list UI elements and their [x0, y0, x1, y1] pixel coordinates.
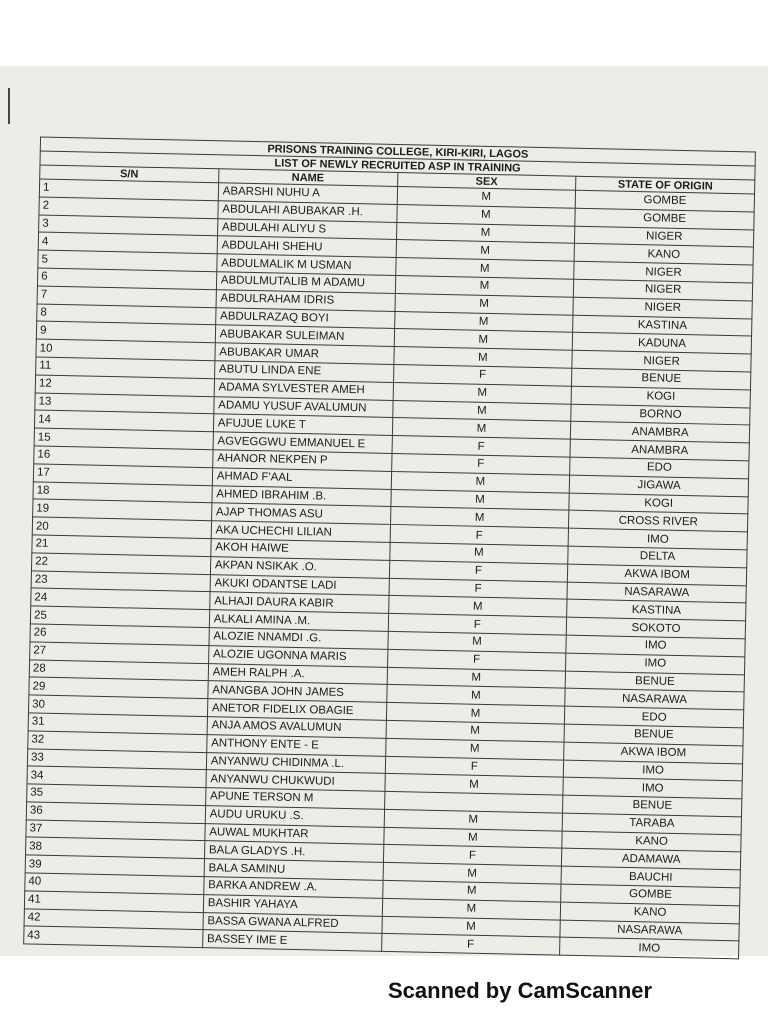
row-name: BASHIR YAHAYA: [203, 894, 382, 916]
row-sn: 3: [39, 215, 218, 237]
row-name: ABUBAKAR UMAR: [215, 343, 394, 365]
row-name: ANTHONY ENTE - E: [206, 734, 385, 756]
row-state: IMO: [566, 635, 745, 657]
row-sex: F: [383, 845, 562, 867]
row-state: NIGER: [575, 226, 754, 248]
row-name: ABDULMUTALIB M ADAMU: [216, 272, 395, 294]
row-name: AKPAN NSIKAK .O.: [210, 556, 389, 578]
column-header-state: STATE OF ORIGIN: [576, 176, 755, 194]
row-sex: M: [389, 542, 568, 564]
row-name: BALA GLADYS .H.: [204, 841, 383, 863]
row-state: BAUCHI: [561, 866, 740, 888]
row-sn: 25: [30, 606, 209, 628]
row-sex: F: [391, 453, 570, 475]
row-name: AKA UCHECHI LILIAN: [211, 521, 390, 543]
row-state: IMO: [566, 653, 745, 675]
row-state: IMO: [560, 938, 739, 960]
row-sex: M: [391, 471, 570, 493]
row-sex: M: [394, 329, 573, 351]
row-sn: 29: [29, 677, 208, 699]
row-sn: 33: [27, 748, 206, 770]
column-header-sn: S/N: [40, 165, 219, 183]
row-state: EDO: [565, 706, 744, 728]
row-sn: 28: [29, 659, 208, 681]
row-state: NASARAWA: [567, 582, 746, 604]
row-sex: M: [393, 382, 572, 404]
row-state: BENUE: [565, 671, 744, 693]
document-subtitle: LIST OF NEWLY RECRUITED ASP IN TRAINING: [40, 151, 755, 180]
row-sex: F: [389, 578, 568, 600]
row-sn: 35: [27, 784, 206, 806]
row-sn: 5: [38, 250, 217, 272]
row-state: BENUE: [564, 724, 743, 746]
row-sn: 9: [36, 321, 215, 343]
row-state: EDO: [570, 457, 749, 479]
row-sn: 24: [31, 588, 210, 610]
row-state: BENUE: [563, 795, 742, 817]
row-state: GOMBE: [561, 884, 740, 906]
row-name: AJAP THOMAS ASU: [211, 503, 390, 525]
row-state: IMO: [568, 528, 747, 550]
row-sn: 17: [33, 464, 212, 486]
row-name: ABUBAKAR SULEIMAN: [215, 325, 394, 347]
row-name: ANANGBA JOHN JAMES: [208, 681, 387, 703]
row-state: TARABA: [562, 813, 741, 835]
row-name: ALOZIE NNAMDI .G.: [209, 628, 388, 650]
row-sex: M: [387, 631, 566, 653]
row-name: AHMAD F'AAL: [212, 467, 391, 489]
row-sn: 27: [30, 642, 209, 664]
row-sex: M: [396, 240, 575, 262]
row-sex: F: [393, 364, 572, 386]
row-sn: 31: [28, 713, 207, 735]
row-sex: M: [386, 702, 565, 724]
row-state: IMO: [564, 760, 743, 782]
row-state: ANAMBRA: [570, 439, 749, 461]
row-name: ABARSHI NUHU A: [218, 183, 397, 205]
row-sex: M: [395, 258, 574, 280]
row-state: KANO: [574, 244, 753, 266]
row-sex: M: [384, 809, 563, 831]
row-state: CROSS RIVER: [569, 511, 748, 533]
row-name: ADAMU YUSUF AVALUMUN: [214, 396, 393, 418]
row-sn: 39: [25, 855, 204, 877]
row-name: BARKA ANDREW .A.: [203, 877, 382, 899]
row-state: NIGER: [573, 297, 752, 319]
row-sex: F: [381, 934, 560, 956]
row-state: DELTA: [568, 546, 747, 568]
row-sn: 4: [38, 232, 217, 254]
row-name: ALKALI AMINA .M.: [209, 610, 388, 632]
row-sn: 14: [34, 410, 213, 432]
row-sex: M: [383, 863, 562, 885]
row-sex: M: [396, 204, 575, 226]
row-name: ALHAJI DAURA KABIR: [209, 592, 388, 614]
row-name: AHMED IBRAHIM .B.: [212, 485, 391, 507]
row-state: SOKOTO: [567, 617, 746, 639]
row-name: ABDULRAHAM IDRIS: [216, 290, 395, 312]
row-state: NASARAWA: [565, 688, 744, 710]
row-sn: 23: [31, 570, 210, 592]
row-state: KASTINA: [567, 599, 746, 621]
row-name: ANYANWU CHUKWUDI: [206, 770, 385, 792]
row-sex: M: [395, 275, 574, 297]
row-sex: F: [385, 756, 564, 778]
row-sn: 20: [32, 517, 211, 539]
row-sex: M: [390, 507, 569, 529]
row-sn: 8: [37, 304, 216, 326]
row-name: BASSEY IME E: [202, 930, 381, 952]
row-sex: M: [392, 400, 571, 422]
row-sex: M: [386, 720, 565, 742]
row-sex: M: [396, 222, 575, 244]
row-sn: 26: [30, 624, 209, 646]
row-sex: M: [382, 898, 561, 920]
row-name: AFUJUE LUKE T: [213, 414, 392, 436]
row-state: KANO: [561, 902, 740, 924]
row-sn: 36: [26, 802, 205, 824]
row-sn: 19: [33, 499, 212, 521]
row-sex: F: [392, 436, 571, 458]
row-sex: M: [388, 596, 567, 618]
row-state: IMO: [563, 777, 742, 799]
row-name: BASSA GWANA ALFRED: [203, 912, 382, 934]
row-sn: 43: [24, 926, 203, 948]
row-state: KANO: [562, 831, 741, 853]
row-name: AHANOR NEKPEN P: [212, 450, 391, 472]
row-sn: 30: [29, 695, 208, 717]
row-name: ABDULMALIK M USMAN: [217, 254, 396, 276]
row-state: GOMBE: [575, 190, 754, 212]
row-name: BALA SAMINU: [204, 859, 383, 881]
row-sex: F: [390, 525, 569, 547]
row-sn: 10: [36, 339, 215, 361]
row-sn: 42: [24, 909, 203, 931]
row-name: ADAMA SYLVESTER AMEH: [214, 378, 393, 400]
row-sex: M: [383, 827, 562, 849]
row-sex: F: [387, 649, 566, 671]
row-sn: 37: [26, 820, 205, 842]
row-sex: F: [389, 560, 568, 582]
row-sex: M: [384, 774, 563, 796]
row-sex: M: [390, 489, 569, 511]
row-state: JIGAWA: [569, 475, 748, 497]
row-name: AMEH RALPH .A.: [208, 663, 387, 685]
row-sex: M: [392, 418, 571, 440]
row-sn: 34: [27, 766, 206, 788]
row-state: BORNO: [571, 404, 750, 426]
row-sn: 18: [33, 481, 212, 503]
row-state: AKWA IBOM: [568, 564, 747, 586]
row-state: NIGER: [572, 350, 751, 372]
row-state: KOGI: [569, 493, 748, 515]
column-header-name: NAME: [218, 169, 397, 187]
row-name: ANJA AMOS AVALUMUN: [207, 717, 386, 739]
row-state: ANAMBRA: [571, 422, 750, 444]
row-state: KADUNA: [572, 333, 751, 355]
row-name: AKOH HAIWE: [211, 539, 390, 561]
column-header-sex: SEX: [397, 172, 576, 190]
row-sn: 1: [39, 179, 218, 201]
row-name: AUDU URUKU .S.: [205, 806, 384, 828]
row-name: ABDULAHI ABUBAKAR .H.: [218, 201, 397, 223]
camscanner-watermark: Scanned by CamScanner: [388, 978, 653, 1003]
row-name: AKUKI ODANTSE LADI: [210, 574, 389, 596]
row-sn: 6: [37, 268, 216, 290]
row-sn: 12: [35, 375, 214, 397]
recruit-list-table: [23, 137, 756, 960]
row-sex: M: [395, 293, 574, 315]
row-name: ABDULRAZAQ BOYI: [215, 307, 394, 329]
row-state: NIGER: [574, 261, 753, 283]
row-state: GOMBE: [575, 208, 754, 230]
row-name: APUNE TERSON M: [205, 788, 384, 810]
row-name: ABDULAHI ALIYU S: [217, 218, 396, 240]
row-state: KOGI: [571, 386, 750, 408]
margin-pen-mark: [8, 88, 10, 124]
row-sn: 2: [39, 197, 218, 219]
row-state: KASTINA: [573, 315, 752, 337]
row-sex: F: [388, 614, 567, 636]
row-sn: 40: [25, 873, 204, 895]
row-name: ANETOR FIDELIX OBAGIE: [207, 699, 386, 721]
row-sex: M: [394, 311, 573, 333]
document-title: PRISONS TRAINING COLLEGE, KIRI-KIRI, LAGOS: [40, 137, 755, 166]
row-state: NASARAWA: [560, 920, 739, 942]
row-sn: 41: [24, 891, 203, 913]
row-sex: M: [393, 347, 572, 369]
row-sn: 22: [31, 553, 210, 575]
row-name: ABDULAHI SHEHU: [217, 236, 396, 258]
row-state: ADAMAWA: [562, 849, 741, 871]
row-sn: 13: [35, 393, 214, 415]
row-state: BENUE: [572, 368, 751, 390]
row-sn: 11: [36, 357, 215, 379]
row-name: ANYANWU CHIDINMA .L.: [206, 752, 385, 774]
row-name: ABUTU LINDA ENE: [214, 361, 393, 383]
row-sex: M: [385, 738, 564, 760]
row-name: AGVEGGWU EMMANUEL E: [213, 432, 392, 454]
row-sex: M: [386, 685, 565, 707]
row-sn: 32: [28, 731, 207, 753]
row-sex: M: [387, 667, 566, 689]
row-sex: M: [381, 916, 560, 938]
row-sex: M: [397, 186, 576, 208]
row-name: ALOZIE UGONNA MARIS: [208, 645, 387, 667]
row-sn: 21: [32, 535, 211, 557]
row-sn: 15: [34, 428, 213, 450]
row-sn: 16: [34, 446, 213, 468]
row-sn: 7: [37, 286, 216, 308]
row-state: AKWA IBOM: [564, 742, 743, 764]
row-name: AUWAL MUKHTAR: [205, 823, 384, 845]
row-state: NIGER: [574, 279, 753, 301]
row-sex: M: [382, 880, 561, 902]
row-sn: 38: [26, 837, 205, 859]
